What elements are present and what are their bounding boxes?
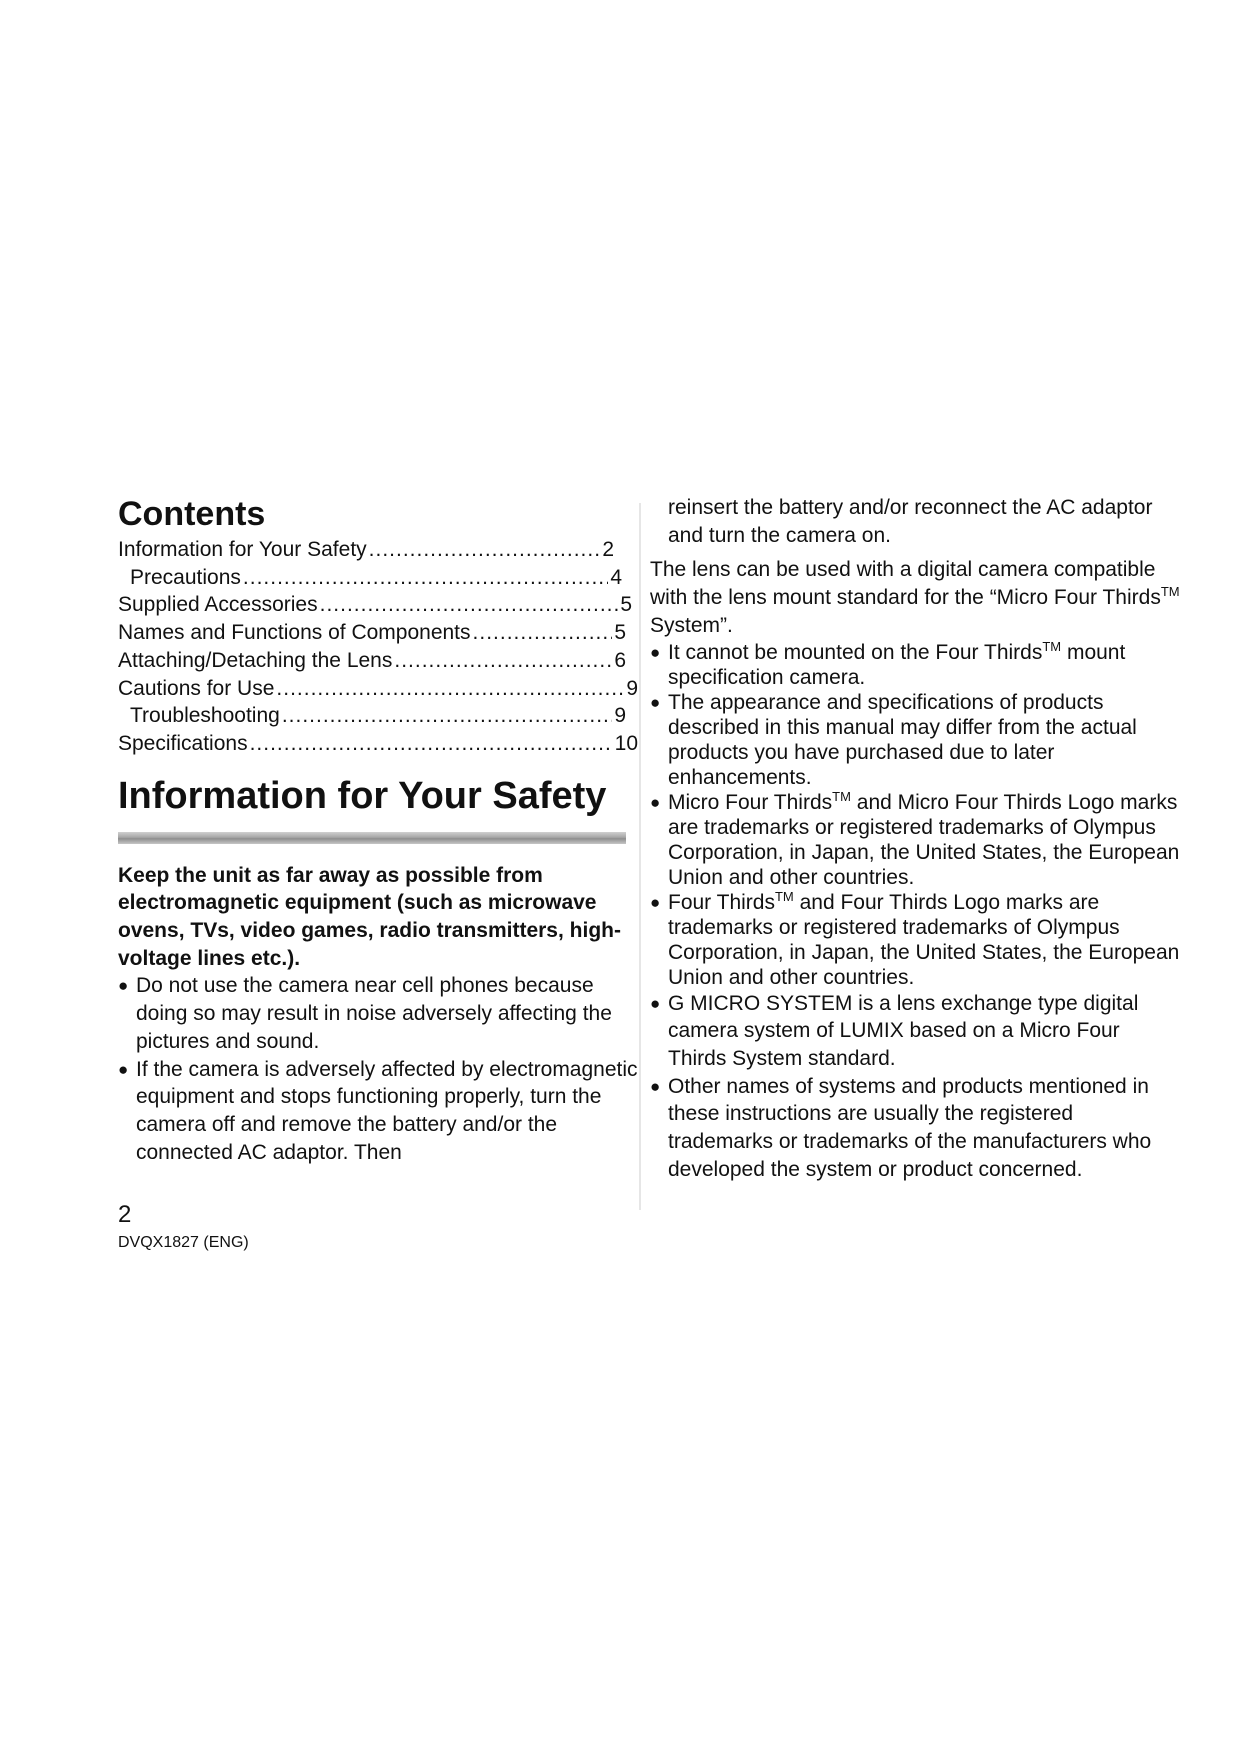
safety-warning: Keep the unit as far away as possible from electromagnetic equipment (such as microwave ovens, TVs, video games, radio transmitters, high-voltage lines etc.). <box>118 863 621 970</box>
toc-item-label: Supplied Accessories <box>118 593 318 617</box>
note-text: The appearance and specifications of products described in this manual may differ from the actual products you have purchased due to later enhancements. <box>668 690 1137 789</box>
table-of-contents <box>118 536 638 758</box>
toc-item-troubleshooting[interactable] <box>118 702 638 730</box>
bullet-icon: ● <box>650 892 661 912</box>
toc-item-page: 5 <box>620 593 632 617</box>
note-text-end: and Micro Four Thirds Logo marks are trademarks or registered trademarks of Olympus Corporation, in Japan, the United States, the European Union and other countries. <box>668 790 1180 889</box>
trademark-mark: TM <box>1160 584 1180 600</box>
toc-item-supplied-accessories[interactable] <box>118 591 638 619</box>
lens-para-text-end: System”. <box>650 613 733 637</box>
toc-item-page: 4 <box>610 565 622 589</box>
note-bullet-item <box>650 1073 1180 1184</box>
toc-item-names-and-functions[interactable] <box>118 619 638 647</box>
safety-section-title: Information for Your Safety <box>118 774 607 817</box>
bullet-icon: ● <box>118 1059 129 1079</box>
toc-item-page: 5 <box>614 621 626 645</box>
page-number: 2 <box>118 1201 132 1228</box>
toc-item-label: Precautions <box>130 565 241 589</box>
bullet-icon: ● <box>650 692 661 712</box>
safety-bullet-item <box>118 972 638 1055</box>
left-column <box>118 494 638 1166</box>
toc-leader-dots <box>276 675 624 703</box>
note-text: Four Thirds <box>668 890 775 914</box>
lens-para-text: The lens can be used with a digital camera compatible with the lens mount standard for the “Micro Four Thirds <box>650 558 1161 610</box>
toc-item-page: 2 <box>602 538 614 561</box>
note-bullet-item <box>650 890 1180 990</box>
contents-title: Contents <box>118 495 266 533</box>
safety-bullet-list <box>118 972 638 1166</box>
safety-bullet-item <box>118 1056 638 1167</box>
toc-item-label: Troubleshooting <box>130 704 280 728</box>
note-text-end: mount specification camera. <box>668 640 1126 689</box>
trademark-mark: TM <box>774 888 794 904</box>
toc-leader-dots <box>243 564 608 592</box>
title-underline-bar <box>118 832 626 844</box>
right-column <box>650 494 1180 1183</box>
toc-leader-dots <box>369 536 601 564</box>
note-text: Micro Four Thirds <box>668 790 833 814</box>
note-text: It cannot be mounted on the Four Thirds <box>668 640 1043 664</box>
toc-item-precautions[interactable] <box>118 564 638 592</box>
toc-item-page: 9 <box>614 704 626 728</box>
toc-leader-dots <box>250 730 613 758</box>
toc-item-attaching-detaching-lens[interactable] <box>118 647 638 675</box>
toc-leader-dots <box>320 591 619 619</box>
toc-item-page: 10 <box>614 731 638 755</box>
toc-item-label: Names and Functions of Components <box>118 621 471 645</box>
note-text-end: and Four Thirds Logo marks are trademarks or registered trademarks of Olympus Corporation, in Japan, the United States, the European Union and other countries. <box>668 890 1180 989</box>
toc-item-label: Information for Your Safety <box>118 538 367 561</box>
toc-item-label: Cautions for Use <box>118 676 275 700</box>
toc-item-page: 6 <box>614 648 626 672</box>
note-bullet-item <box>650 790 1180 890</box>
column-divider <box>639 503 641 1210</box>
trademark-mark: TM <box>1042 638 1062 654</box>
note-text: G MICRO SYSTEM is a lens exchange type digital camera system of LUMIX based on a Micro Four Thirds System standard. <box>668 991 1139 1070</box>
toc-item-specifications[interactable] <box>118 730 638 758</box>
bullet-icon: ● <box>650 792 661 812</box>
lens-compatibility-paragraph <box>650 556 1180 639</box>
trademark-mark: TM <box>832 788 851 804</box>
toc-item-label: Attaching/Detaching the Lens <box>118 648 393 672</box>
toc-item-page: 9 <box>626 676 638 700</box>
bullet-icon: ● <box>650 993 661 1013</box>
notes-bullet-list <box>650 640 1180 1184</box>
note-bullet-item <box>650 990 1180 1073</box>
bullet-icon: ● <box>650 1076 661 1096</box>
toc-item-cautions-for-use[interactable] <box>118 675 638 703</box>
toc-leader-dots <box>282 702 612 730</box>
toc-item-information-for-your-safety[interactable] <box>118 536 638 564</box>
safety-bullet-text: If the camera is adversely affected by electromagnetic equipment and stops functioning properly, turn the camera off and remove the battery and/or the connected AC adaptor. Then <box>136 1057 638 1164</box>
continued-text: reinsert the battery and/or reconnect the AC adaptor and turn the camera on. <box>668 496 1153 547</box>
note-bullet-item <box>650 690 1180 790</box>
toc-leader-dots <box>473 619 613 647</box>
toc-leader-dots <box>394 647 612 675</box>
note-bullet-item <box>650 640 1180 690</box>
document-code: DVQX1827 (ENG) <box>118 1234 249 1251</box>
note-text: Other names of systems and products mentioned in these instructions are usually the registered trademarks or trademarks of the manufacturers who developed the system or product concerned. <box>668 1074 1152 1181</box>
bullet-icon: ● <box>650 642 661 662</box>
bullet-icon: ● <box>118 976 129 996</box>
safety-bullet-text: Do not use the camera near cell phones because doing so may result in noise adversely affecting the pictures and sound. <box>136 974 612 1053</box>
toc-item-label: Specifications <box>118 731 248 755</box>
